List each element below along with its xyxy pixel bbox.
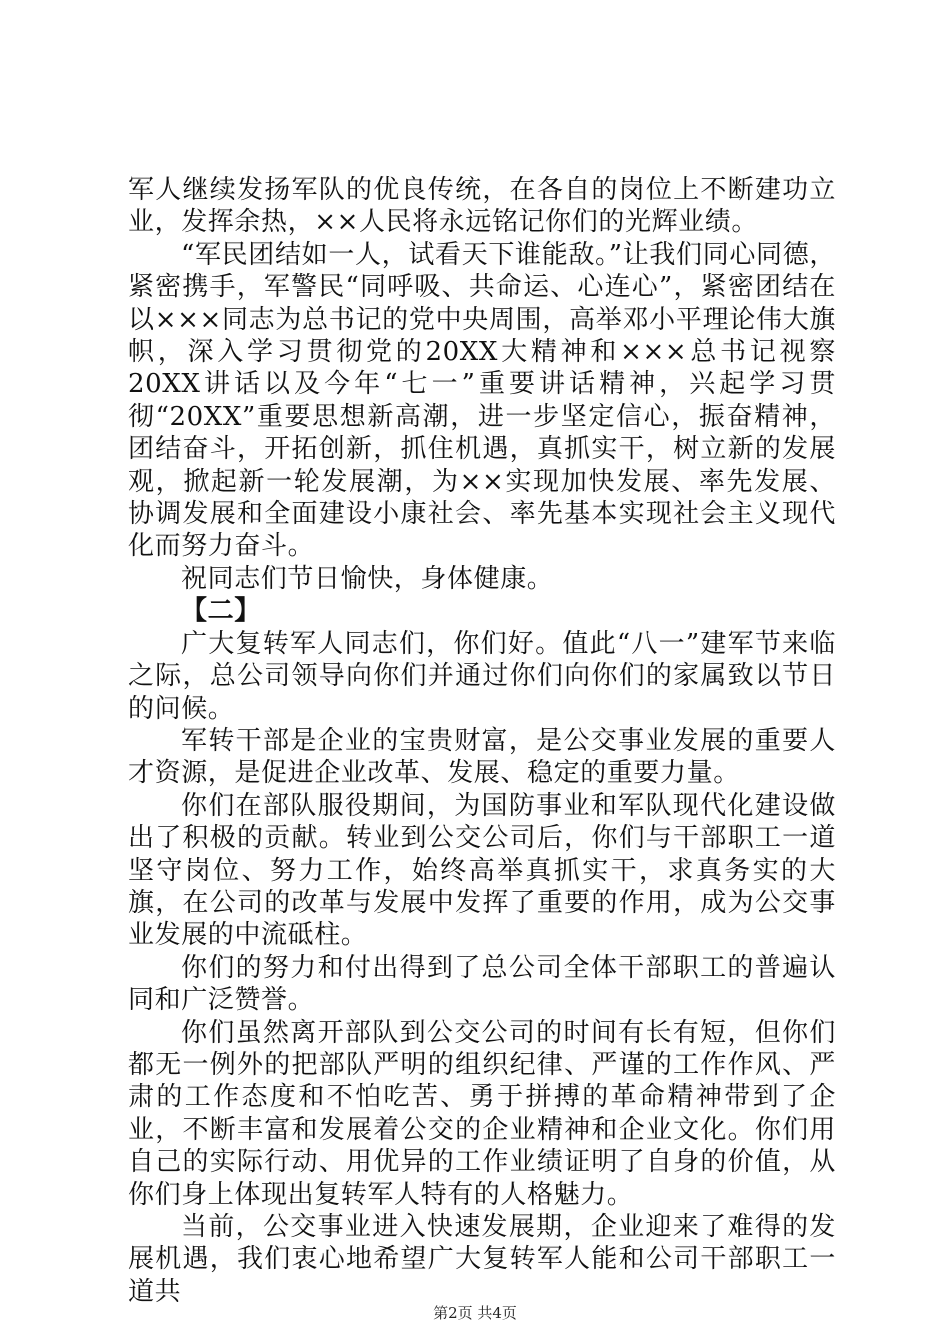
paragraph-2: “军民团结如一人，试看天下谁能敌。”让我们同心同德，紧密携手，军警民“同呼吸、共命运、心连心”，紧密团结在以×××同志为总书记的党中央周围，高举邓小平理论伟大旗帜，深入学习贯彻党的20XX大精神和×××总书记视察20XX讲话以及今年“七一”重要讲话精神，兴起学习贯彻“20XX”重要思想新高潮，进一步坚定信心，振奋精神，团结奋斗，开拓创新，抓住机遇，真抓实干，树立新的发展观，掀起新一轮发展潮，为××实现加快发展、率先发展、协调发展和全面建设小康社会、率先基本实现社会主义现代化而努力奋斗。: [128, 239, 836, 562]
paragraph-9: 你们虽然离开部队到公交公司的时间有长有短，但你们都无一例外的把部队严明的组织纪律、严谨的工作作风、严肃的工作态度和不怕吃苦、勇于拼搏的革命精神带到了企业，不断丰富和发展着公交的企业精神和企业文化。你们用自己的实际行动、用优异的工作业绩证明了自身的价值，从你们身上体现出复转军人特有的人格魅力。: [128, 1017, 836, 1210]
page-number-footer: 第2页 共4页: [433, 1304, 517, 1322]
paragraph-1: 军人继续发扬军队的优良传统，在各自的岗位上不断建功立业，发挥余热，××人民将永远铭记你们的光辉业绩。: [128, 175, 836, 238]
paragraph-10: 当前，公交事业进入快速发展期，企业迎来了难得的发展机遇，我们衷心地希望广大复转军人能和公司干部职工一道共: [128, 1212, 836, 1307]
paragraph-3: 祝同志们节日愉快，身体健康。: [181, 563, 554, 594]
document-body: [128, 174, 836, 1308]
paragraph-8: 你们的努力和付出得到了总公司全体干部职工的普遍认同和广泛赞誉。: [128, 952, 836, 1016]
paragraph-6: 军转干部是企业的宝贵财富，是公交事业发展的重要人才资源，是促进企业改革、发展、稳定的重要力量。: [128, 725, 836, 789]
paragraph-5: 广大复转军人同志们，你们好。值此“八一”建军节来临之际，总公司领导向你们并通过你们向你们的家属致以节日的问候。: [128, 628, 836, 724]
section-heading: 【二】: [181, 596, 261, 627]
paragraph-7: 你们在部队服役期间，为国防事业和军队现代化建设做出了积极的贡献。转业到公交公司后，你们与干部职工一道坚守岗位、努力工作，始终高举真抓实干，求真务实的大旗，在公司的改革与发展中发挥了重要的作用，成为公交事业发展的中流砥柱。: [128, 790, 836, 951]
